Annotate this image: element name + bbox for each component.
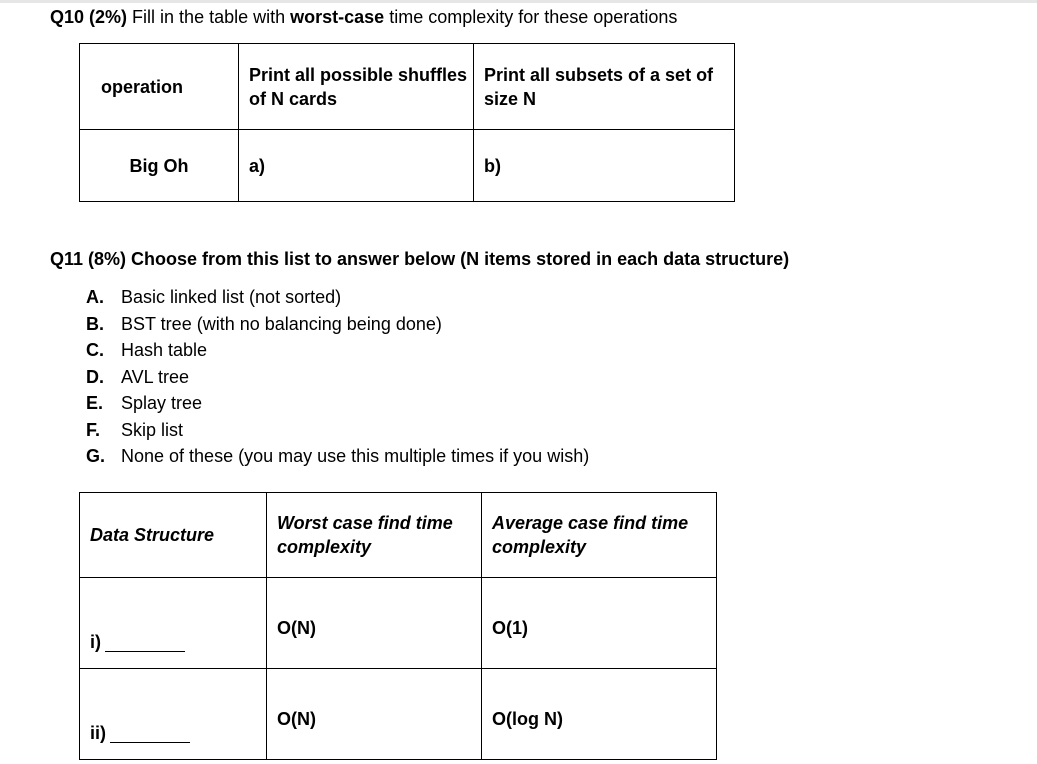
q11-option: G. None of these (you may use this multiple times if you wish) — [86, 446, 590, 466]
q11-option: E. Splay tree — [86, 393, 203, 413]
q10-row-label: Big Oh — [80, 130, 239, 202]
q11-header-average: Average case find time complexity — [482, 493, 717, 578]
q10-text-before: Fill in the table with — [132, 7, 286, 27]
q11-options-list — [86, 286, 589, 472]
q10-header-subsets: Print all subsets of a set of size N — [474, 44, 735, 130]
q11-header-row — [80, 493, 717, 578]
q10-header-shuffles: Print all possible shuffles of N cards — [239, 44, 474, 130]
q10-header-operation: operation — [80, 44, 239, 130]
q10-answer-b[interactable]: b) — [474, 130, 735, 202]
q11-option: F. Skip list — [86, 419, 184, 440]
q11-row-label: i) — [90, 632, 101, 652]
q10-title — [50, 6, 677, 28]
q10-answer-row — [80, 130, 735, 202]
answer-blank[interactable] — [110, 741, 190, 743]
table-row — [80, 578, 717, 669]
q11-average-value: O(log N) — [482, 669, 717, 760]
q10-emphasis: worst-case — [290, 7, 385, 27]
q10-table — [79, 43, 735, 202]
q10-header-row — [80, 44, 735, 130]
q11-option: A. Basic linked list (not sorted) — [86, 287, 342, 307]
q11-row-label: ii) — [90, 723, 106, 743]
q10-text-after: time complexity for these operations — [389, 7, 678, 27]
q11-average-value: O(1) — [482, 578, 717, 669]
table-row — [80, 669, 717, 760]
q11-header-worst: Worst case find time complexity — [267, 493, 482, 578]
q11-row-label-cell — [80, 578, 267, 669]
q10-answer-a[interactable]: a) — [239, 130, 474, 202]
top-edge-line — [0, 0, 1037, 3]
q11-row-label-cell — [80, 669, 267, 760]
answer-blank[interactable] — [105, 650, 185, 652]
q11-header-structure: Data Structure — [80, 493, 267, 578]
q11-worst-value: O(N) — [267, 669, 482, 760]
q11-option: C. Hash table — [86, 340, 208, 360]
q10-prefix: Q10 (2%) — [50, 7, 128, 27]
q11-table — [79, 492, 717, 760]
q11-title: Q11 (8%) Choose from this list to answer below (N items stored in each data structure) — [50, 249, 790, 269]
q11-option: D. AVL tree — [86, 366, 190, 387]
q11-worst-value: O(N) — [267, 578, 482, 669]
q11-option: B. BST tree (with no balancing being done) — [86, 313, 442, 334]
